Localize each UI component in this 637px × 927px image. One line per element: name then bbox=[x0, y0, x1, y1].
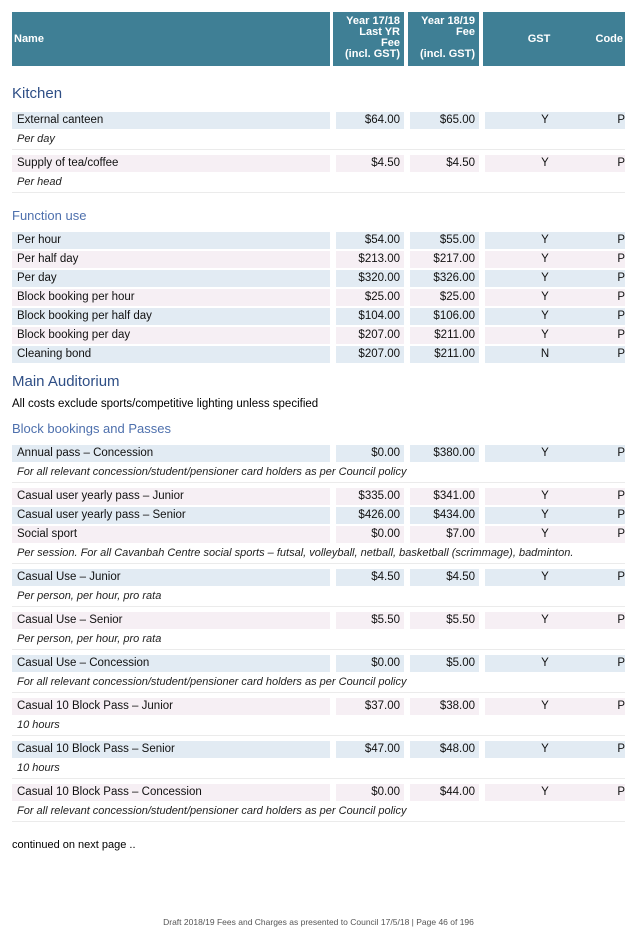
gst-flag: Y bbox=[485, 612, 605, 629]
code-flag: P bbox=[605, 784, 625, 801]
gst-flag: Y bbox=[485, 308, 605, 325]
table-row bbox=[0, 289, 637, 306]
fee-name: Casual Use – Concession bbox=[12, 655, 330, 672]
header-fee-1718: Year 17/18 Last YR Fee (incl. GST) bbox=[333, 12, 404, 66]
code-flag: P bbox=[605, 308, 625, 325]
fee-1718: $54.00 bbox=[336, 232, 404, 249]
fee-1819: $4.50 bbox=[410, 569, 479, 586]
fee-1819: $38.00 bbox=[410, 698, 479, 715]
fee-1718: $0.00 bbox=[336, 526, 404, 543]
divider bbox=[12, 692, 625, 693]
code-flag: P bbox=[605, 698, 625, 715]
fee-1819: $380.00 bbox=[410, 445, 479, 462]
table-row bbox=[0, 488, 637, 505]
fee-1819: $7.00 bbox=[410, 526, 479, 543]
row-note: For all relevant concession/student/pensioner card holders as per Council policy bbox=[17, 805, 407, 817]
fee-name: Casual Use – Junior bbox=[12, 569, 330, 586]
fee-name: Casual user yearly pass – Junior bbox=[12, 488, 330, 505]
fee-1819: $5.00 bbox=[410, 655, 479, 672]
fee-1718: $0.00 bbox=[336, 445, 404, 462]
table-row bbox=[0, 251, 637, 268]
fee-1718: $37.00 bbox=[336, 698, 404, 715]
table-row bbox=[0, 155, 637, 172]
table-row bbox=[0, 655, 637, 672]
fee-1819: $48.00 bbox=[410, 741, 479, 758]
fee-1718: $213.00 bbox=[336, 251, 404, 268]
gst-flag: Y bbox=[485, 507, 605, 524]
fee-name: Annual pass – Concession bbox=[12, 445, 330, 462]
row-note: Per session. For all Cavanbah Centre social sports – futsal, volleyball, netball, basketball (scrimmage), badminton. bbox=[17, 547, 574, 559]
divider bbox=[12, 149, 625, 150]
header-name: Name bbox=[12, 12, 330, 66]
fee-1718: $426.00 bbox=[336, 507, 404, 524]
table-row bbox=[0, 507, 637, 524]
fee-1819: $341.00 bbox=[410, 488, 479, 505]
fee-1718: $207.00 bbox=[336, 346, 404, 363]
fee-1718: $5.50 bbox=[336, 612, 404, 629]
table-row bbox=[0, 346, 637, 363]
code-flag: P bbox=[605, 327, 625, 344]
continued-note: continued on next page .. bbox=[12, 839, 136, 851]
divider bbox=[12, 606, 625, 607]
divider bbox=[12, 821, 625, 822]
fee-name: External canteen bbox=[12, 112, 330, 129]
code-flag: P bbox=[605, 289, 625, 306]
fee-1819: $25.00 bbox=[410, 289, 479, 306]
fee-name: Per half day bbox=[12, 251, 330, 268]
table-row bbox=[0, 270, 637, 287]
fee-name: Per hour bbox=[12, 232, 330, 249]
table-row bbox=[0, 569, 637, 586]
code-flag: P bbox=[605, 488, 625, 505]
code-flag: P bbox=[605, 445, 625, 462]
row-note: Per person, per hour, pro rata bbox=[17, 590, 162, 602]
code-flag: P bbox=[605, 507, 625, 524]
table-row bbox=[0, 232, 637, 249]
page-footer: Draft 2018/19 Fees and Charges as presented to Council 17/5/18 | Page 46 of 196 bbox=[163, 917, 474, 927]
row-note: For all relevant concession/student/pensioner card holders as per Council policy bbox=[17, 466, 407, 478]
gst-flag: Y bbox=[485, 698, 605, 715]
gst-flag: Y bbox=[485, 270, 605, 287]
fee-name: Casual 10 Block Pass – Concession bbox=[12, 784, 330, 801]
gst-flag: Y bbox=[485, 112, 605, 129]
fee-1718: $104.00 bbox=[336, 308, 404, 325]
code-flag: P bbox=[605, 569, 625, 586]
header-fee-1819: Year 18/19 Fee (incl. GST) bbox=[408, 12, 479, 66]
fee-name: Block booking per day bbox=[12, 327, 330, 344]
fee-name: Supply of tea/coffee bbox=[12, 155, 330, 172]
gst-flag: Y bbox=[485, 232, 605, 249]
fee-1819: $55.00 bbox=[410, 232, 479, 249]
table-row bbox=[0, 741, 637, 758]
fee-name: Casual 10 Block Pass – Junior bbox=[12, 698, 330, 715]
section-kitchen: Kitchen bbox=[12, 85, 63, 102]
gst-flag: Y bbox=[485, 488, 605, 505]
fee-1819: $4.50 bbox=[410, 155, 479, 172]
fee-1718: $335.00 bbox=[336, 488, 404, 505]
gst-flag: Y bbox=[485, 445, 605, 462]
code-flag: P bbox=[605, 612, 625, 629]
header-code: Code bbox=[595, 12, 625, 66]
table-row bbox=[0, 308, 637, 325]
fee-name: Casual user yearly pass – Senior bbox=[12, 507, 330, 524]
table-row bbox=[0, 327, 637, 344]
row-note: For all relevant concession/student/pensioner card holders as per Council policy bbox=[17, 676, 407, 688]
section-block-bookings: Block bookings and Passes bbox=[12, 421, 171, 436]
gst-flag: Y bbox=[485, 655, 605, 672]
divider bbox=[12, 778, 625, 779]
fee-1819: $5.50 bbox=[410, 612, 479, 629]
fee-1718: $4.50 bbox=[336, 569, 404, 586]
fee-1819: $217.00 bbox=[410, 251, 479, 268]
fee-1819: $326.00 bbox=[410, 270, 479, 287]
fee-1718: $0.00 bbox=[336, 655, 404, 672]
row-note: 10 hours bbox=[17, 719, 60, 731]
header-gst: GST bbox=[483, 12, 595, 66]
row-note: Per person, per hour, pro rata bbox=[17, 633, 162, 645]
table-row bbox=[0, 526, 637, 543]
row-note: 10 hours bbox=[17, 762, 60, 774]
fee-name: Per day bbox=[12, 270, 330, 287]
fee-1819: $434.00 bbox=[410, 507, 479, 524]
fee-1718: $0.00 bbox=[336, 784, 404, 801]
fee-1819: $44.00 bbox=[410, 784, 479, 801]
table-row bbox=[0, 698, 637, 715]
section-main-auditorium: Main Auditorium bbox=[12, 373, 120, 390]
table-row bbox=[0, 784, 637, 801]
fee-name: Casual Use – Senior bbox=[12, 612, 330, 629]
row-note: Per day bbox=[17, 133, 55, 145]
section-function-use: Function use bbox=[12, 208, 87, 223]
gst-flag: N bbox=[485, 346, 605, 363]
gst-flag: Y bbox=[485, 569, 605, 586]
gst-flag: Y bbox=[485, 741, 605, 758]
fee-1718: $4.50 bbox=[336, 155, 404, 172]
fee-name: Cleaning bond bbox=[12, 346, 330, 363]
divider bbox=[12, 192, 625, 193]
gst-flag: Y bbox=[485, 526, 605, 543]
fee-name: Casual 10 Block Pass – Senior bbox=[12, 741, 330, 758]
fee-1819: $211.00 bbox=[410, 327, 479, 344]
gst-flag: Y bbox=[485, 289, 605, 306]
fee-1819: $211.00 bbox=[410, 346, 479, 363]
code-flag: P bbox=[605, 112, 625, 129]
code-flag: P bbox=[605, 655, 625, 672]
fee-1718: $207.00 bbox=[336, 327, 404, 344]
fee-1718: $47.00 bbox=[336, 741, 404, 758]
row-note: Per head bbox=[17, 176, 62, 188]
fee-name: Social sport bbox=[12, 526, 330, 543]
gst-flag: Y bbox=[485, 251, 605, 268]
auditorium-note: All costs exclude sports/competitive lighting unless specified bbox=[12, 398, 319, 410]
fee-1718: $64.00 bbox=[336, 112, 404, 129]
fee-1819: $65.00 bbox=[410, 112, 479, 129]
code-flag: P bbox=[605, 346, 625, 363]
code-flag: P bbox=[605, 526, 625, 543]
code-flag: P bbox=[605, 232, 625, 249]
divider bbox=[12, 563, 625, 564]
divider bbox=[12, 649, 625, 650]
code-flag: P bbox=[605, 155, 625, 172]
gst-flag: Y bbox=[485, 327, 605, 344]
divider bbox=[12, 482, 625, 483]
fee-1819: $106.00 bbox=[410, 308, 479, 325]
fee-name: Block booking per half day bbox=[12, 308, 330, 325]
table-row bbox=[0, 112, 637, 129]
gst-flag: Y bbox=[485, 155, 605, 172]
table-row bbox=[0, 612, 637, 629]
fee-1718: $25.00 bbox=[336, 289, 404, 306]
code-flag: P bbox=[605, 270, 625, 287]
divider bbox=[12, 735, 625, 736]
code-flag: P bbox=[605, 251, 625, 268]
fee-1718: $320.00 bbox=[336, 270, 404, 287]
gst-flag: Y bbox=[485, 784, 605, 801]
code-flag: P bbox=[605, 741, 625, 758]
fee-name: Block booking per hour bbox=[12, 289, 330, 306]
table-row bbox=[0, 445, 637, 462]
